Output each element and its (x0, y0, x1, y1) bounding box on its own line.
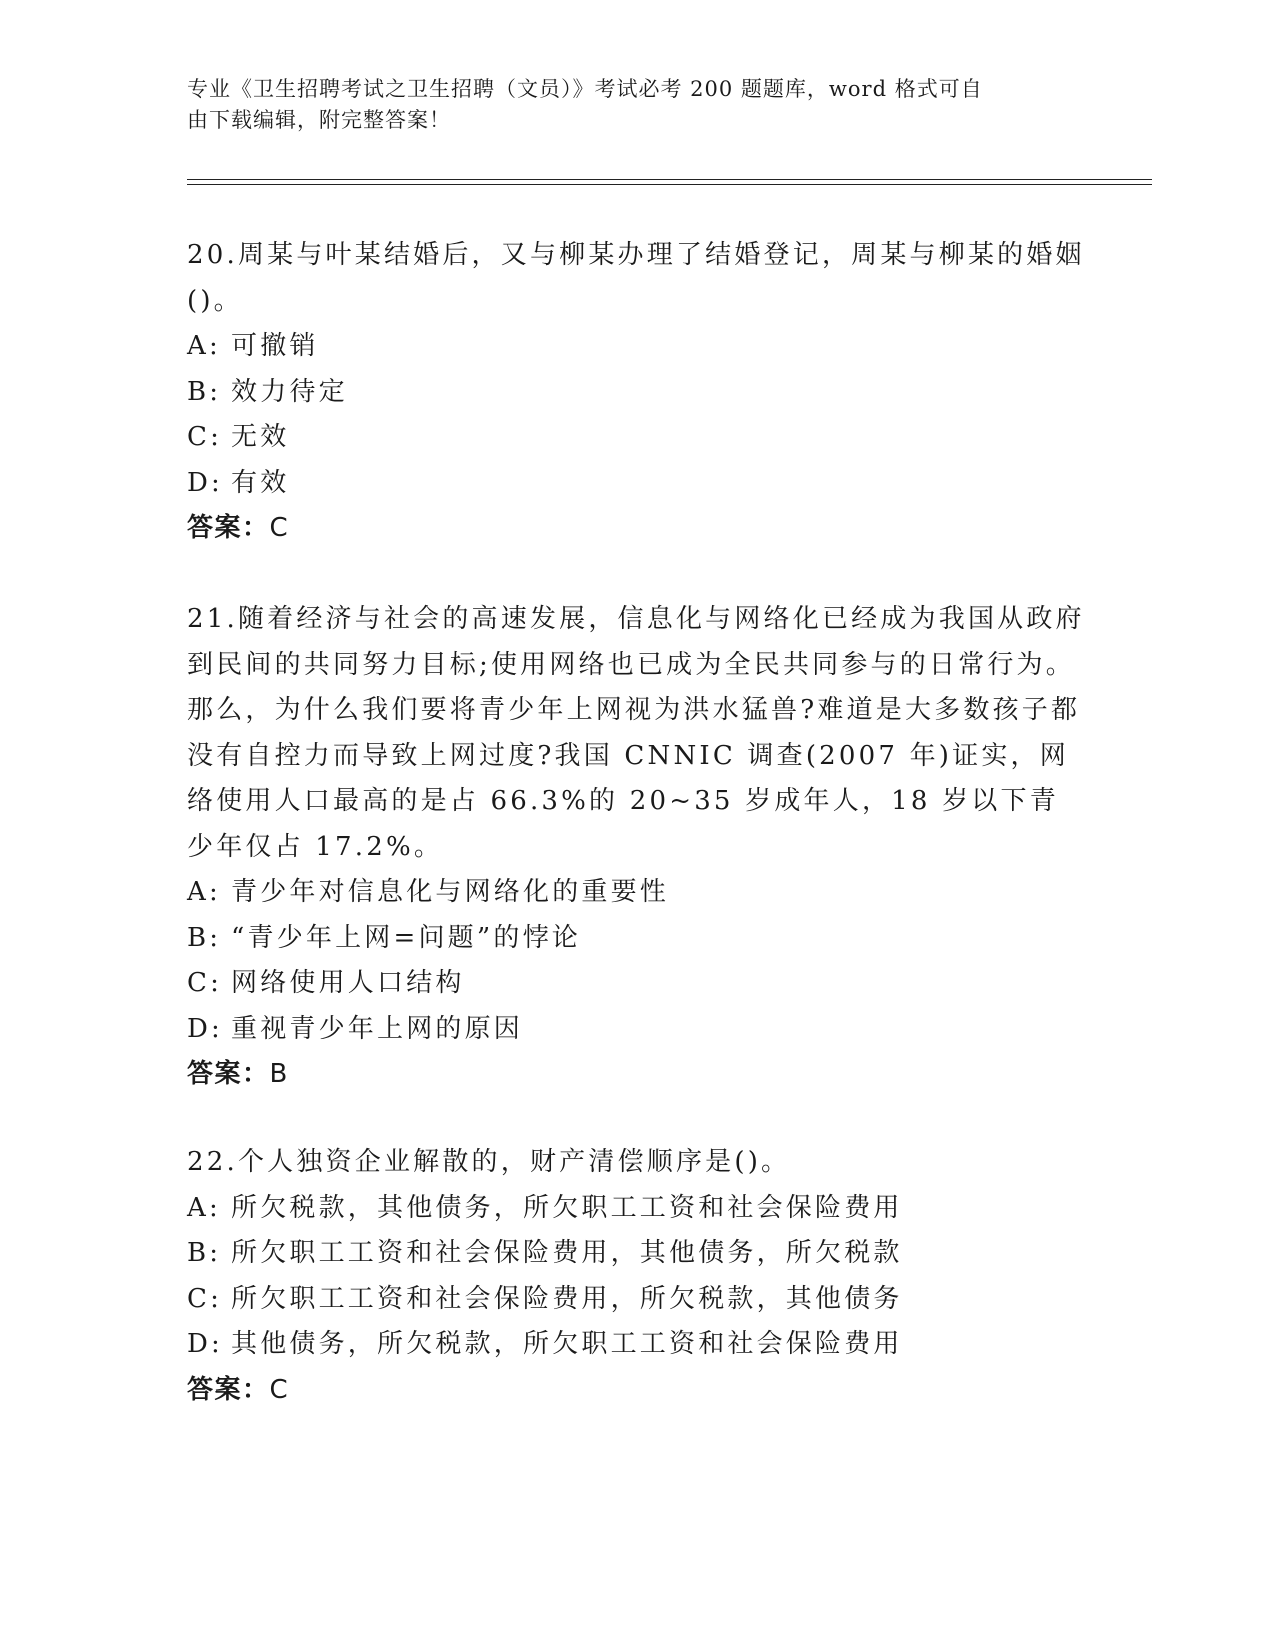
option-d (187, 1322, 1087, 1368)
answer-value: C (269, 513, 290, 543)
option-letter: B: (187, 1238, 222, 1268)
answer-value: C (269, 1374, 290, 1405)
answer-value: B (269, 1059, 289, 1089)
answer-label: 答案： (187, 513, 270, 543)
option-c (187, 961, 1087, 1007)
question-22 (187, 1140, 1087, 1413)
option-letter: B: (187, 922, 222, 953)
question-stem: 20.周某与叶某结婚后，又与柳某办理了结婚登记，周某与柳某的婚姻()。 (187, 240, 1085, 316)
option-letter: B: (187, 376, 222, 407)
header-divider-bottom (187, 184, 1152, 185)
option-text: 效力待定 (231, 376, 348, 407)
answer-label: 答案： (187, 1059, 270, 1089)
option-text: 所欠职工工资和社会保险费用，其他债务，所欠税款 (231, 1238, 903, 1268)
option-text: 其他债务，所欠税款，所欠职工工资和社会保险费用 (231, 1329, 903, 1359)
option-letter: C: (187, 968, 223, 998)
question-20 (187, 233, 1087, 552)
option-text: 所欠税款，其他债务，所欠职工工资和社会保险费用 (231, 1192, 903, 1223)
header-divider-top (187, 179, 1152, 180)
option-a (187, 870, 1087, 916)
option-letter: A: (187, 331, 221, 361)
answer-label: 答案： (187, 1374, 270, 1405)
option-a (187, 324, 1087, 370)
option-text: “青少年上网=问题”的悖论 (231, 922, 581, 953)
document-header (187, 74, 1067, 136)
option-c (187, 415, 1087, 461)
option-letter: D: (187, 1013, 224, 1044)
answer (187, 1052, 1087, 1098)
answer (187, 1368, 1087, 1414)
option-text: 重视青少年上网的原因 (231, 1013, 524, 1044)
option-letter: C: (187, 1283, 223, 1314)
option-letter: A: (187, 877, 221, 907)
answer (187, 506, 1087, 552)
option-b (187, 1231, 1087, 1277)
option-text: 网络使用人口结构 (231, 968, 465, 998)
option-c (187, 1277, 1087, 1323)
option-text: 可撤销 (231, 331, 319, 361)
option-letter: D: (187, 1329, 224, 1359)
option-b (187, 370, 1087, 416)
option-letter: C: (187, 422, 223, 452)
question-stem: 22.个人独资企业解散的，财产清偿顺序是()。 (187, 1147, 791, 1177)
header-line-2: 由下载编辑，附完整答案！ (187, 108, 451, 132)
header-line-1: 专业《卫生招聘考试之卫生招聘（文员）》考试必考 200 题题库，word 格式可自 (187, 77, 983, 101)
option-b (187, 916, 1087, 962)
option-d (187, 461, 1087, 507)
option-text: 无效 (231, 422, 290, 452)
option-letter: D: (187, 467, 224, 498)
question-stem: 21.随着经济与社会的高速发展，信息化与网络化已经成为我国从政府到民间的共同努力目标;使用网络也已成为全民共同参与的日常行为。那么，为什么我们要将青少年上网视为洪水猛兽?难道是大多数孩子都没有自控力而导致上网过度?我国 CNNIC 调查(2007 年)证实，网络使用人口最高的是占 66.3%的 20~35 岁成年人，18 岁以下青少年仅占 17.2%。 (187, 604, 1085, 862)
option-letter: A: (187, 1192, 221, 1223)
option-d (187, 1007, 1087, 1053)
question-21 (187, 597, 1087, 1098)
option-text: 所欠职工工资和社会保险费用，所欠税款，其他债务 (231, 1283, 903, 1314)
option-text: 有效 (231, 467, 290, 498)
option-a (187, 1186, 1087, 1232)
option-text: 青少年对信息化与网络化的重要性 (231, 877, 670, 907)
